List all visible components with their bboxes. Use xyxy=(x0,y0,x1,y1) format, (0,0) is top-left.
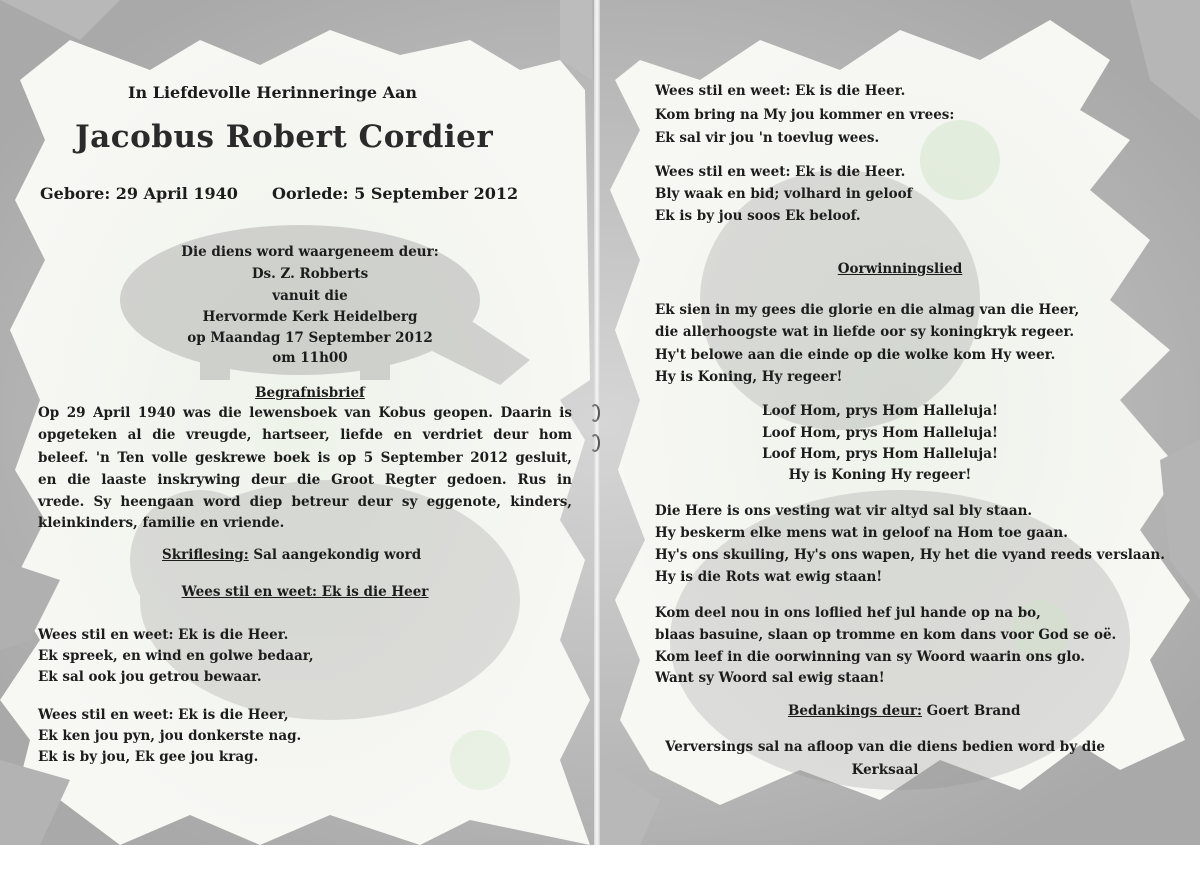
thanks-line xyxy=(788,702,1020,720)
song-line: Kom leef in die oorwinning van sy Woord waarin ons glo. xyxy=(655,649,1085,665)
song-line: blaas basuine, slaan op tromme en kom dans voor God se oë. xyxy=(655,627,1117,643)
left-panel xyxy=(0,0,592,845)
scripture-label: Skriflesing: xyxy=(162,547,249,563)
verse-line: Ek is by jou, Ek gee jou krag. xyxy=(38,749,259,765)
chorus-line: Loof Hom, prys Hom Halleluja! xyxy=(762,446,998,462)
thanks-value: Goert Brand xyxy=(921,703,1021,719)
obituary-title: Begrafnisbrief xyxy=(255,385,365,401)
verse-line: Bly waak en bid; volhard in geloof xyxy=(655,186,913,202)
song-line: Hy is die Rots wat ewig staan! xyxy=(655,569,883,585)
service-line: vanuit die xyxy=(272,288,348,304)
thanks-label: Bedankings deur: xyxy=(788,703,922,719)
obituary-line: opgeteken al die vreugde, hartseer, liefde en verdriet deur hom xyxy=(38,427,572,443)
song-line: Hy's ons skuiling, Hy's ons wapen, Hy het die vyand reeds verslaan. xyxy=(655,547,1165,563)
hymn-title: Wees stil en weet: Ek is die Heer xyxy=(181,584,429,600)
service-line: Die diens word waargeneem deur: xyxy=(181,244,439,260)
obituary-line: Op 29 April 1940 was die lewensboek van Kobus geopen. Daarin is xyxy=(38,405,572,421)
right-panel xyxy=(600,0,1200,845)
verse-line: Kom bring na My jou kommer en vrees: xyxy=(655,107,955,123)
song-line: die allerhoogste wat in liefde oor sy koningkryk regeer. xyxy=(655,324,1075,340)
death-date: Oorlede: 5 September 2012 xyxy=(272,184,519,203)
refreshments-line: Verversings sal na afloop van die diens bedien word by die xyxy=(665,739,1105,755)
verse-line: Ek ken jou pyn, jou donkerste nag. xyxy=(38,728,302,744)
song-line: Hy is Koning, Hy regeer! xyxy=(655,369,843,385)
obituary-line: vrede. Sy heengaan word diep betreur deur sy eggenote, kinders, xyxy=(38,494,572,510)
chorus-line: Loof Hom, prys Hom Halleluja! xyxy=(762,425,998,441)
verse-line: Wees stil en weet: Ek is die Heer. xyxy=(655,83,906,99)
song-title: Oorwinningslied xyxy=(837,261,963,277)
obituary-line: en die laaste inskrywing deur die Groot Regter gedoen. Rus in xyxy=(38,472,572,488)
service-line: Hervormde Kerk Heidelberg xyxy=(202,309,418,325)
service-line: op Maandag 17 September 2012 xyxy=(187,330,433,346)
verse-line: Wees stil en weet: Ek is die Heer, xyxy=(38,707,289,723)
song-line: Die Here is ons vesting wat vir altyd sal bly staan. xyxy=(655,503,1033,519)
song-line: Hy beskerm elke mens wat in geloof na Hom toe gaan. xyxy=(655,525,1068,541)
verse-line: Ek sal vir jou 'n toevlug wees. xyxy=(655,130,880,146)
verse-line: Wees stil en weet: Ek is die Heer. xyxy=(38,627,289,643)
song-line: Kom deel nou in ons loflied hef jul hande op na bo, xyxy=(655,605,1041,621)
scripture-reading xyxy=(162,546,421,564)
verse-line: Ek is by jou soos Ek beloof. xyxy=(655,208,861,224)
service-line: om 11h00 xyxy=(272,350,348,366)
refreshments-line: Kerksaal xyxy=(851,762,919,778)
song-line: Want sy Woord sal ewig staan! xyxy=(655,670,885,686)
memorial-heading: In Liefdevolle Herinneringe Aan xyxy=(128,83,418,102)
song-line: Hy't belowe aan die einde op die wolke kom Hy weer. xyxy=(655,347,1056,363)
chorus-line: Loof Hom, prys Hom Halleluja! xyxy=(762,403,998,419)
birth-date: Gebore: 29 April 1940 xyxy=(40,184,238,203)
obituary-line: kleinkinders, familie en vriende. xyxy=(38,515,285,531)
service-line: Ds. Z. Robberts xyxy=(251,266,369,282)
obituary-line: beleef. 'n Ten volle geskrewe boek is op 5 September 2012 gesluit, xyxy=(38,450,572,466)
verse-line: Ek sal ook jou getrou bewaar. xyxy=(38,669,262,685)
song-line: Ek sien in my gees die glorie en die almag van die Heer, xyxy=(655,302,1080,318)
verse-line: Ek spreek, en wind en golwe bedaar, xyxy=(38,648,314,664)
page-margin xyxy=(0,845,1200,873)
verse-line: Wees stil en weet: Ek is die Heer. xyxy=(655,164,906,180)
chorus-line: Hy is Koning Hy regeer! xyxy=(788,467,972,483)
scripture-value: Sal aangekondig word xyxy=(248,547,422,563)
deceased-name: Jacobus Robert Cordier xyxy=(75,119,494,155)
